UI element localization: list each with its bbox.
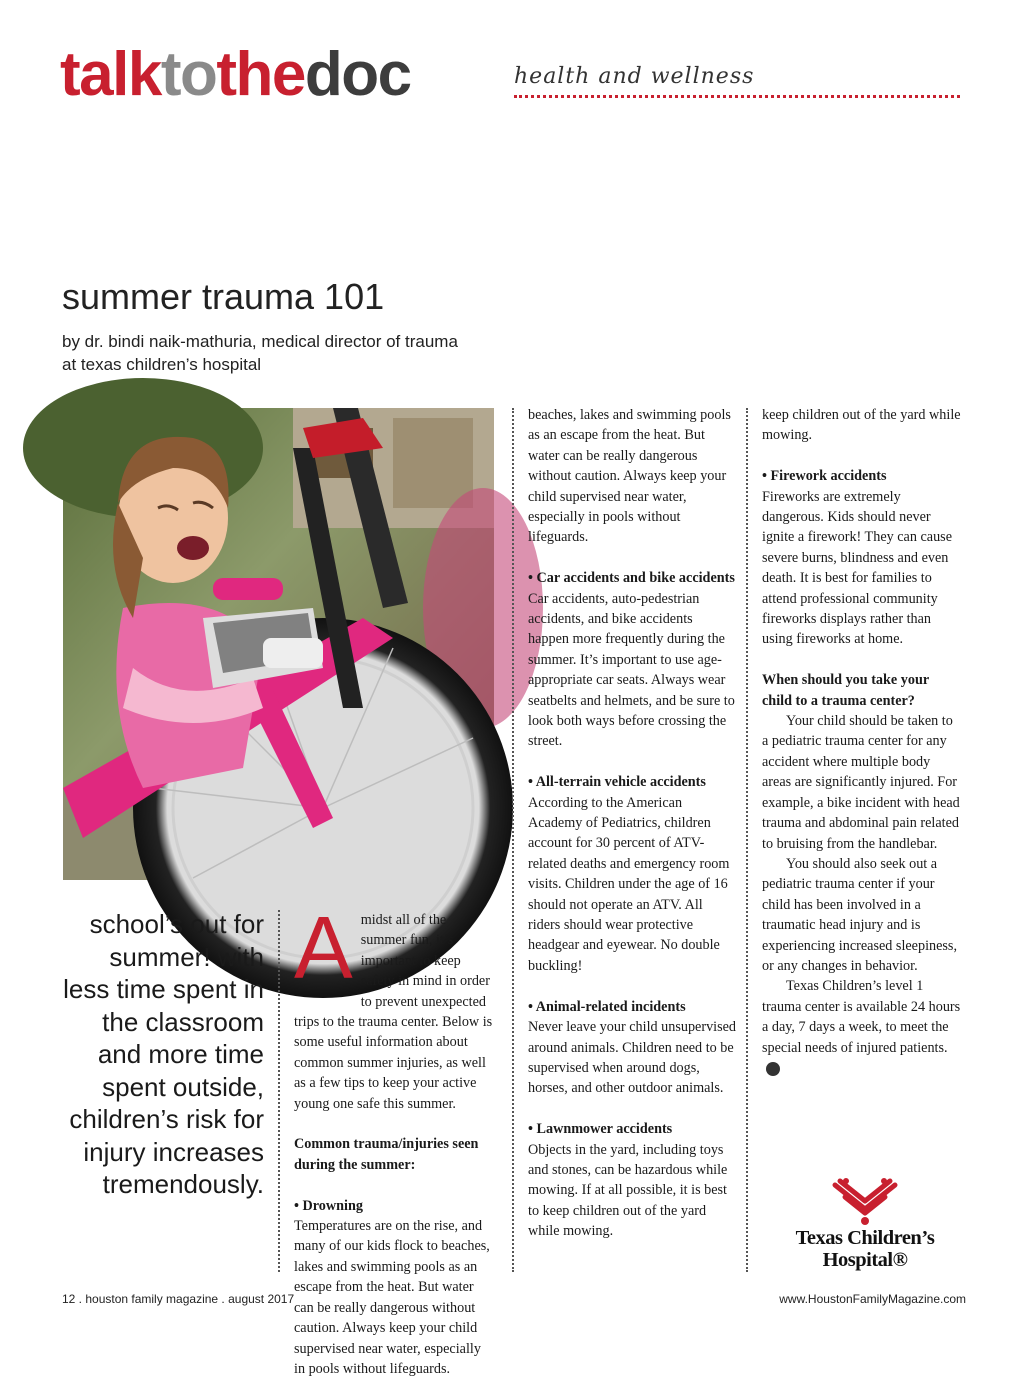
- pull-quote: school’s out for summer! with less time spent in the classroom and more time spent outside, children’s risk for injury increases tremendously.: [63, 909, 264, 1199]
- car-accidents-text: Car accidents, auto-pedestrian accidents, and bike accidents happen more frequently during the summer. It’s important to use age-appropriate car seats. Always wear seatbelts and helmets, and be sure to look both ways before crossing the street.: [528, 590, 735, 750]
- body-column-1: [294, 898, 494, 1377]
- when-paragraph-3: [762, 976, 962, 1078]
- drowning-heading: • Drowning: [294, 1197, 363, 1214]
- logo-wordmark: [780, 1227, 950, 1271]
- when-paragraph-1: Your child should be taken to a pediatric trauma center for any accident where multiple body areas are significantly injured. For example, a bike incident with head trauma and abdominal pain related to bruising from the handlebar.: [762, 713, 960, 852]
- atv-accidents-heading: • All-terrain vehicle accidents: [528, 774, 706, 791]
- section-label: health and wellness: [514, 64, 755, 89]
- drowning-text: Temperatures are on the rise, and many of our kids flock to beaches, lakes and swimming pools as an escape from the heat. But water can be really dangerous without caution. Always keep your child supervised near water, especially in pools without lifeguards.: [294, 1218, 490, 1377]
- column-separator: [512, 408, 514, 1272]
- masthead-title: [60, 40, 411, 110]
- masthead-title-the: the: [216, 40, 305, 109]
- byline-line-2: at texas children’s hospital: [62, 355, 262, 374]
- lawnmower-accidents-heading: • Lawnmower accidents: [528, 1121, 673, 1138]
- body-column-3: [762, 405, 962, 1078]
- end-mark-icon: HF: [766, 1062, 780, 1076]
- common-injuries-heading: Common trauma/injuries seen during the summer:: [294, 1136, 479, 1173]
- footer-page-info: 12 . houston family magazine . august 2017: [62, 1292, 295, 1306]
- firework-accidents-text: Fireworks are extremely dangerous. Kids should never ignite a firework! They can cause severe burns, blindness and even death. It is best for families to attend professional community fireworks displays rather than using fireworks at home.: [762, 488, 953, 648]
- intro-text: midst all of the summer fun, it’s important to keep safety in mind in order to prevent unexpected trips to the trauma center. Below is some useful information about common summer injuries, as well as a few tips to keep your active young one safe this summer.: [294, 912, 493, 1112]
- drowning-text-continued: beaches, lakes and swimming pools as an escape from the heat. But water can be really dangerous without caution. Always keep your child supervised near water, especially in pools without lifeguards.: [528, 407, 731, 546]
- car-accidents-heading: • Car accidents and bike accidents: [528, 570, 735, 587]
- atv-accidents-text: According to the American Academy of Pediatrics, children account for 30 percent of ATV-related deaths and emergency room visits. Children under the age of 16 should not operate an ATV. All riders should wear protective headgear and eyewear. No double buckling!: [528, 794, 730, 974]
- column-separator: [746, 408, 748, 1272]
- masthead: [60, 40, 960, 110]
- logo-line-1: Texas Children’s: [795, 1227, 935, 1249]
- masthead-title-to: to: [160, 40, 217, 109]
- intro-paragraph: [294, 898, 494, 1114]
- when-trauma-center-heading: When should you take your child to a trauma center?: [762, 672, 929, 709]
- column-separator: [278, 910, 280, 1272]
- girl-on-bicycle-illustration: [63, 408, 494, 880]
- lawnmower-accidents-text: Objects in the yard, including toys and stones, can be hazardous while mowing. If at all possible, it is best to keep children out of the yard while mowing.: [528, 1141, 728, 1240]
- article-photo: [63, 408, 494, 880]
- animal-incidents-heading: • Animal-related incidents: [528, 998, 686, 1015]
- footer-website-link[interactable]: www.HoustonFamilyMagazine.com: [779, 1292, 966, 1306]
- hospital-chevron-icon: [780, 1175, 950, 1227]
- animal-incidents-text: Never leave your child unsupervised around animals. Children need to be supervised when around dogs, horses, and other outdoor animals.: [528, 1019, 737, 1097]
- firework-accidents-heading: • Firework accidents: [762, 468, 887, 485]
- lawnmower-text-continued: keep children out of the yard while mowing.: [762, 407, 961, 444]
- article-headline: summer trauma 101: [62, 276, 385, 317]
- byline-line-1: by dr. bindi naik-mathuria, medical director of trauma: [62, 332, 458, 351]
- article-byline: [62, 330, 582, 376]
- logo-line-2: Hospital®: [822, 1249, 908, 1271]
- masthead-title-talk: talk: [60, 40, 161, 109]
- body-column-2: [528, 405, 737, 1240]
- drop-cap: A: [294, 898, 353, 997]
- texas-childrens-hospital-logo: [780, 1175, 950, 1285]
- when-paragraph-3-text: Texas Children’s level 1 trauma center is available 24 hours a day, 7 days a week, to meet the special needs of injured patients.: [762, 978, 961, 1056]
- masthead-dotted-rule: [514, 95, 960, 98]
- when-paragraph-2: You should also seek out a pediatric trauma center if your child has been involved in a traumatic head injury and is experiencing increased sleepiness, or any changes in behavior.: [762, 855, 957, 974]
- masthead-title-doc: doc: [304, 40, 411, 109]
